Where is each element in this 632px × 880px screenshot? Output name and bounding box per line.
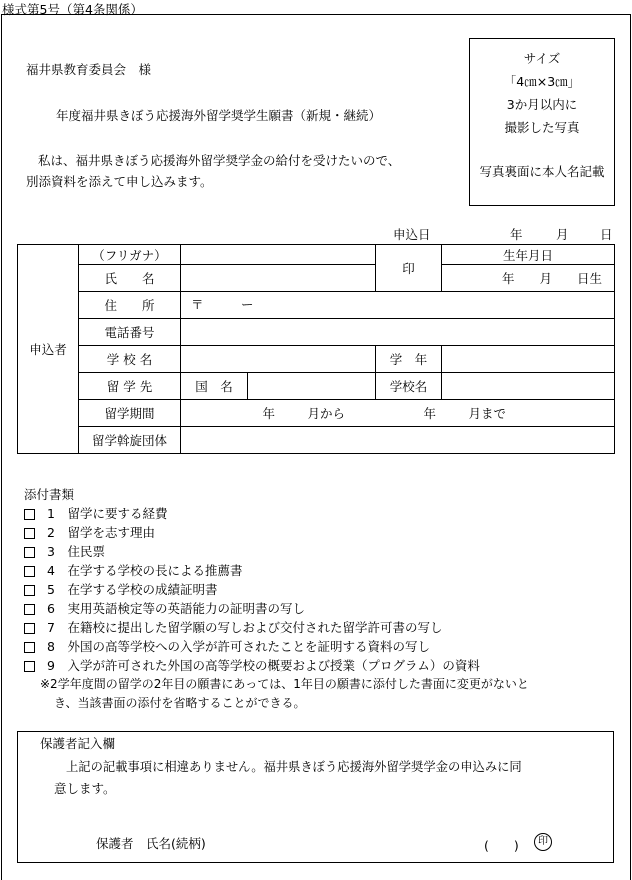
checkbox[interactable]: [24, 585, 35, 596]
photo-taken: 撮影した写真: [504, 120, 580, 135]
guardian-title: 保護者記入欄: [40, 736, 116, 751]
addressee: 福井県教育委員会 様: [26, 62, 152, 77]
application-date-year: 年: [510, 227, 523, 242]
photo-size-label: サイズ: [523, 51, 561, 66]
seal-label: 印: [376, 245, 442, 292]
address-label: 住 所: [79, 292, 181, 319]
attachment-item: 8 外国の高等学校への入学が許可されたことを証明する資料の写し: [24, 637, 430, 655]
destination-school-label: 学校名: [376, 373, 442, 400]
attachment-item: 4 在学する学校の長による推薦書: [24, 561, 242, 579]
agency-label: 留学斡旋団体: [79, 427, 181, 454]
birth-date-label: 生年月日: [442, 245, 615, 265]
guardian-statement-1: 上記の記載事項に相違ありません。福井県きぼう応援海外留学奨学金の申込みに同: [66, 760, 522, 774]
attachment-item: 1 留学に要する経費: [24, 504, 167, 522]
attachment-item: 3 住民票: [24, 542, 105, 560]
grade-field[interactable]: [442, 346, 615, 373]
destination-label: 留 学 先: [79, 373, 181, 400]
period-field[interactable]: [181, 400, 615, 427]
seal-icon: 印: [534, 833, 552, 851]
attachment-item: 6 実用英語検定等の英語能力の証明書の写し: [24, 599, 305, 617]
application-table: [17, 244, 615, 454]
checkbox[interactable]: [24, 528, 35, 539]
guardian-statement-2: 意します。: [54, 781, 116, 796]
attachment-item: 7 在籍校に提出した留学願の写しおよび交付された留学許可書の写し: [24, 618, 442, 636]
checkbox[interactable]: [24, 642, 35, 653]
application-date-day: 日: [600, 227, 613, 242]
grade-label: 学 年: [376, 346, 442, 373]
photo-box: [469, 38, 615, 206]
address-field[interactable]: 〒 ー: [181, 292, 615, 319]
attachment-item: 2 留学を志す理由: [24, 523, 155, 541]
photo-recency: 3か月以内に: [506, 97, 578, 112]
school-name-label: 学 校 名: [79, 346, 181, 373]
guardian-relation-field[interactable]: ( ): [484, 838, 519, 853]
attachment-note-2: き、当該書面の添付を省略することができる。: [54, 696, 306, 710]
agency-field[interactable]: [181, 427, 615, 454]
application-date-month: 月: [556, 227, 569, 242]
name-field[interactable]: [181, 265, 376, 292]
form-number: 様式第5号（第4条関係）: [2, 2, 143, 17]
period-from-month: 月から: [307, 406, 345, 421]
attachments-title: 添付書類: [24, 487, 75, 502]
phone-label: 電話番号: [79, 319, 181, 346]
period-to-year: 年: [423, 406, 436, 421]
furigana-field[interactable]: [181, 245, 376, 265]
checkbox[interactable]: [24, 604, 35, 615]
checkbox[interactable]: [24, 566, 35, 577]
checkbox[interactable]: [24, 547, 35, 558]
photo-size-value: 「4㎝×3㎝」: [503, 74, 581, 89]
attachment-note-1: ※2学年度間の留学の2年目の願書にあっては、1年目の願書に添付した書面に変更がないと: [40, 677, 529, 691]
checkbox[interactable]: [24, 661, 35, 672]
period-to-month: 月まで: [468, 406, 506, 421]
checkbox[interactable]: [24, 623, 35, 634]
school-name-field[interactable]: [181, 346, 376, 373]
period-from-year: 年: [262, 406, 275, 421]
destination-school-field[interactable]: [442, 373, 615, 400]
guardian-signature-label: 保護者 氏名(続柄): [96, 836, 206, 851]
applicant-label: 申込者: [18, 245, 79, 454]
application-date-label: 申込日: [393, 227, 431, 242]
checkbox[interactable]: [24, 509, 35, 520]
name-label: 氏 名: [79, 265, 181, 292]
attachment-item: 9 入学が許可された外国の高等学校の概要および授業（プログラム）の資料: [24, 656, 480, 674]
attachment-item: 5 在学する学校の成績証明書: [24, 580, 217, 598]
intro-line-1: 私は、福井県きぼう応援海外留学奨学金の給付を受けたいので、: [38, 153, 401, 168]
furigana-label: （フリガナ）: [79, 245, 181, 265]
document-title: 年度福井県きぼう応援海外留学奨学生願書（新規・継続）: [56, 108, 382, 123]
country-field[interactable]: [248, 373, 376, 400]
phone-field[interactable]: [181, 319, 615, 346]
period-label: 留学期間: [79, 400, 181, 427]
country-label: 国 名: [181, 373, 248, 400]
intro-line-2: 別添資料を添えて申し込みます。: [26, 174, 213, 189]
photo-back-note: 写真裏面に本人名記載: [479, 164, 605, 179]
birth-date-field[interactable]: 年 月 日生: [442, 265, 615, 292]
